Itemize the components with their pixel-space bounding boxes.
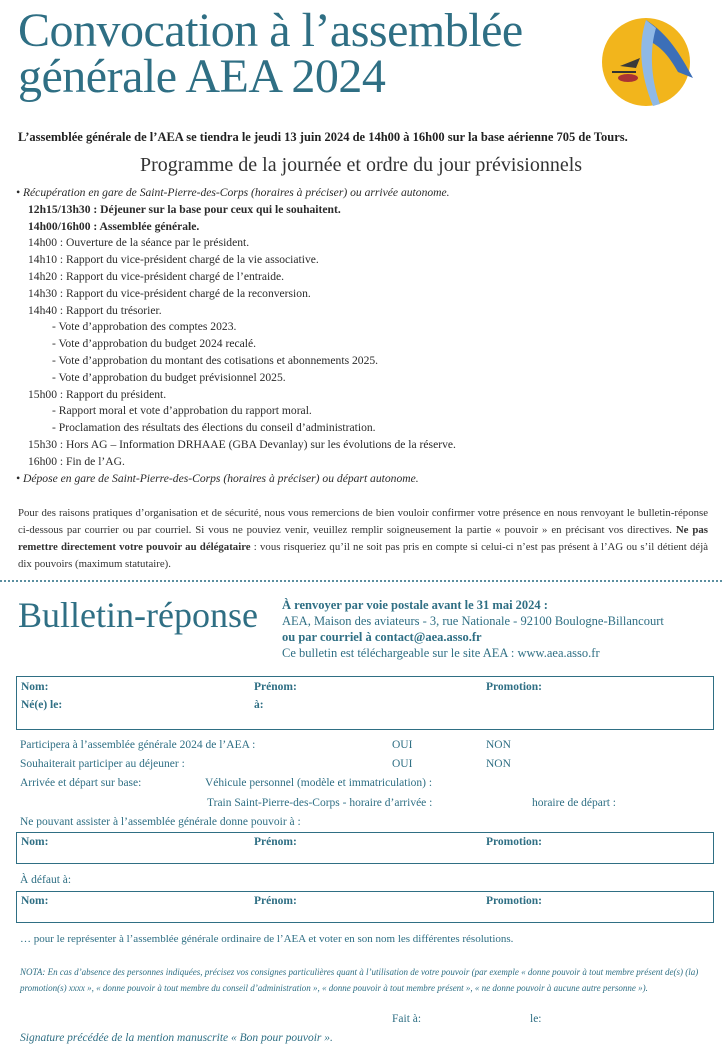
warning-text: Ne pas remettre directement votre pouvoir au délégataire [18, 524, 708, 553]
participation-oui-option[interactable]: OUI [392, 739, 413, 751]
agenda-item: 12h15/13h30 : Déjeuner sur la base pour ceux qui le souhaitent. [28, 202, 341, 216]
nota-text: NOTA: En cas d’absence des personnes indiquées, précisez vos consignes particulières quant à l’utilisation de votre pouvoir (par exemple « donne pouvoir à tout membre présent de(s) (la) promotion(s) xxxx », « donne pouvoir à tout membre du conseil d’administration », « donne pouvoir à tout membre présent », « ne donne pouvoir à aucune autre personne »). [20, 967, 699, 993]
agenda-item: 14h40 : Rapport du trésorier. [28, 303, 162, 317]
agenda-item: 14h20 : Rapport du vice-président chargé de l’entraide. [28, 269, 285, 283]
prenom-label: Prénom: [254, 681, 297, 693]
agenda-subitem: - Vote d’approbation du montant des cotisations et abonnements 2025. [52, 353, 379, 367]
instructions-paragraph: Pour des raisons pratiques d’organisation et de sécurité, nous vous remercions de bien vouloir confirmer votre présence en nous renvoyant le bulletin-réponse ci-dessous par courrier ou par courriel. Si vous ne pouviez venir, veuillez remplir soigneusement la partie « pouvoir » en précisant vos directives. Ne pas remettre directement votre pouvoir au délégataire : vous risqueriez qu’il ne soit pas pris en compte si celui-ci n’est pas présent à l’AG ou s’il détient déjà dix pouvoirs (maximum statutaire). [18, 507, 708, 570]
arrival-label: Arrivée et départ sur base: [20, 777, 142, 789]
fait-a-field[interactable]: Fait à: [392, 1013, 422, 1025]
agenda-list [16, 185, 706, 487]
cut-line [0, 580, 722, 582]
signature-field[interactable]: Signature précédée de la mention manuscrite « Bon pour pouvoir ». [20, 1032, 333, 1044]
fallback-label: À défaut à: [20, 874, 72, 886]
participation-label: Participera à l’assemblée générale 2024 de l’AEA : [20, 739, 256, 751]
birthplace-label: à: [254, 699, 264, 711]
bulletin-title: Bulletin-réponse [18, 595, 258, 635]
agenda-item: • Dépose en gare de Saint-Pierre-des-Corps (horaires à préciser) ou départ autonome. [16, 471, 419, 485]
train-departure-field[interactable]: horaire de départ : [532, 797, 616, 809]
lunch-oui-option[interactable]: OUI [392, 758, 413, 770]
agenda-item: 14h30 : Rapport du vice-président chargé de la reconversion. [28, 286, 311, 300]
identity-box[interactable] [16, 676, 714, 730]
agenda-subitem: - Rapport moral et vote d’approbation du rapport moral. [52, 404, 312, 418]
fallback-promotion-label: Promotion: [486, 895, 543, 907]
intro-text: L’assemblée générale de l’AEA se tiendra le jeudi 13 juin 2024 de 14h00 à 16h00 sur la base aérienne 705 de Tours. [18, 130, 628, 144]
proxy-nom-label: Nom: [21, 836, 49, 848]
agenda-item: 14h00 : Ouverture de la séance par le président. [28, 236, 250, 250]
agenda-item: 16h00 : Fin de l’AG. [28, 454, 125, 468]
fallback-nom-label: Nom: [21, 895, 49, 907]
programme-title: Programme de la journée et ordre du jour prévisionnels [139, 154, 583, 176]
vehicle-field[interactable]: Véhicule personnel (modèle et immatriculation) : [205, 777, 433, 789]
page-title: Convocation à l’assemblée générale AEA 2024 [18, 4, 523, 103]
agenda-subitem: - Proclamation des résultats des élections du conseil d’administration. [52, 421, 376, 435]
lunch-non-option[interactable]: NON [486, 758, 511, 770]
proxy-promotion-label: Promotion: [486, 836, 543, 848]
representation-text: … pour le représenter à l’assemblée générale ordinaire de l’AEA et voter en son nom les différentes résolutions. [20, 933, 514, 945]
proxy-box-2[interactable] [16, 891, 714, 923]
agenda-item: 14h00/16h00 : Assemblée générale. [28, 219, 200, 233]
agenda-item: 15h00 : Rapport du président. [28, 387, 167, 401]
agenda-subitem: - Vote d’approbation du budget 2024 recalé. [52, 337, 257, 351]
nom-label: Nom: [21, 681, 49, 693]
fallback-prenom-label: Prénom: [254, 895, 297, 907]
shipping-info: À renvoyer par voie postale avant le 31 mai 2024 : AEA, Maison des aviateurs - 3, rue Nationale - 92100 Boulogne-Billancourt ou par courriel à contact@aea.asso.fr Ce bulletin est téléchargeable sur le site AEA : www.aea.asso.fr [282, 598, 664, 660]
train-arrival-field[interactable]: Train Saint-Pierre-des-Corps - horaire d’arrivée : [207, 797, 433, 809]
proxy-prenom-label: Prénom: [254, 836, 297, 848]
agenda-item: 14h10 : Rapport du vice-président chargé de la vie associative. [28, 253, 319, 267]
participation-non-option[interactable]: NON [486, 739, 511, 751]
agenda-subitem: - Vote d’approbation du budget prévisionnel 2025. [52, 370, 286, 384]
agenda-item: 15h30 : Hors AG – Information DRHAAE (GBA Devanlay) sur les évolutions de la réserve. [28, 437, 456, 451]
lunch-label: Souhaiterait participer au déjeuner : [20, 758, 185, 770]
aea-logo-icon [598, 14, 698, 110]
birthdate-label: Né(e) le: [21, 699, 63, 711]
date-field[interactable]: le: [530, 1013, 542, 1025]
proxy-box-1[interactable] [16, 832, 714, 864]
agenda-subitem: - Vote d’approbation des comptes 2023. [52, 320, 237, 334]
agenda-item: • Récupération en gare de Saint-Pierre-des-Corps (horaires à préciser) ou arrivée autonome. [16, 186, 450, 199]
proxy-label: Ne pouvant assister à l’assemblée générale donne pouvoir à : [20, 816, 301, 828]
promotion-label: Promotion: [486, 681, 543, 693]
